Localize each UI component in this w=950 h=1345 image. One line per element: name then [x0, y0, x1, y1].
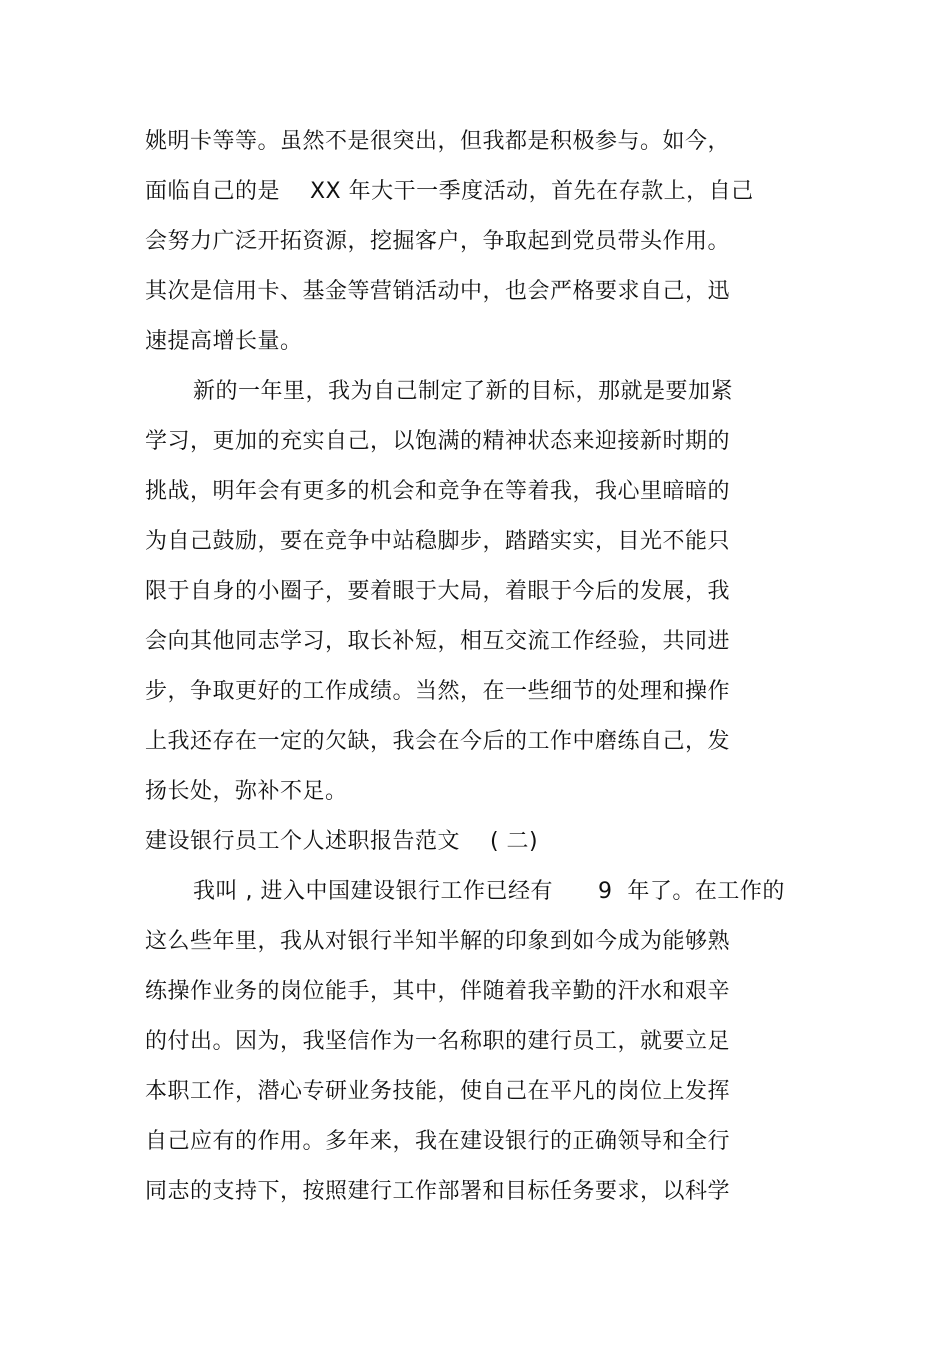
text-line: 学习，更加的充实自己，以饱满的精神状态来迎接新时期的 [145, 429, 731, 454]
text-line: 为自己鼓励，要在竞争中站稳脚步，踏踏实实，目光不能只 [145, 529, 731, 554]
text-line: 速提高增长量。 [145, 329, 303, 354]
text-line: 挑战，明年会有更多的机会和竞争在等着我，我心里暗暗的 [145, 479, 731, 504]
text-line: 面临自己的是 XX 年大干一季度活动，首先在存款上，自己 [145, 179, 754, 204]
text-line: 这么些年里，我从对银行半知半解的印象到如今成为能够熟 [145, 929, 731, 954]
text-line: 上我还存在一定的欠缺，我会在今后的工作中磨练自己，发 [145, 729, 731, 754]
text-line: 会努力广泛开拓资源，挖掘客户，争取起到党员带头作用。 [145, 229, 731, 254]
paragraph-first-line: 我叫 , 进入中国建设银行工作已经有 9 年了。在工作的 [193, 879, 785, 904]
text-line: 扬长处，弥补不足。 [145, 779, 348, 804]
paragraph-first-line: 新的一年里，我为自己制定了新的目标，那就是要加紧 [193, 379, 734, 404]
text-line: 自己应有的作用。多年来，我在建设银行的正确领导和全行 [145, 1129, 731, 1154]
text-line: 限于自身的小圈子，要着眼于大局，着眼于今后的发展，我 [145, 579, 731, 604]
text-line: 姚明卡等等。虽然不是很突出，但我都是积极参与。如今， [145, 129, 731, 154]
section-heading: 建设银行员工个人述职报告范文 ( 二) [145, 829, 539, 854]
text-line: 其次是信用卡、基金等营销活动中，也会严格要求自己，迅 [145, 279, 731, 304]
text-line: 步，争取更好的工作成绩。当然，在一些细节的处理和操作 [145, 679, 731, 704]
text-line: 同志的支持下，按照建行工作部署和目标任务要求，以科学 [145, 1179, 731, 1204]
text-line: 练操作业务的岗位能手，其中，伴随着我辛勤的汗水和艰辛 [145, 979, 731, 1004]
text-line: 的付出。因为，我坚信作为一名称职的建行员工，就要立足 [145, 1029, 731, 1054]
text-line: 本职工作，潜心专研业务技能，使自己在平凡的岗位上发挥 [145, 1079, 731, 1104]
text-line: 会向其他同志学习，取长补短，相互交流工作经验，共同进 [145, 629, 731, 654]
